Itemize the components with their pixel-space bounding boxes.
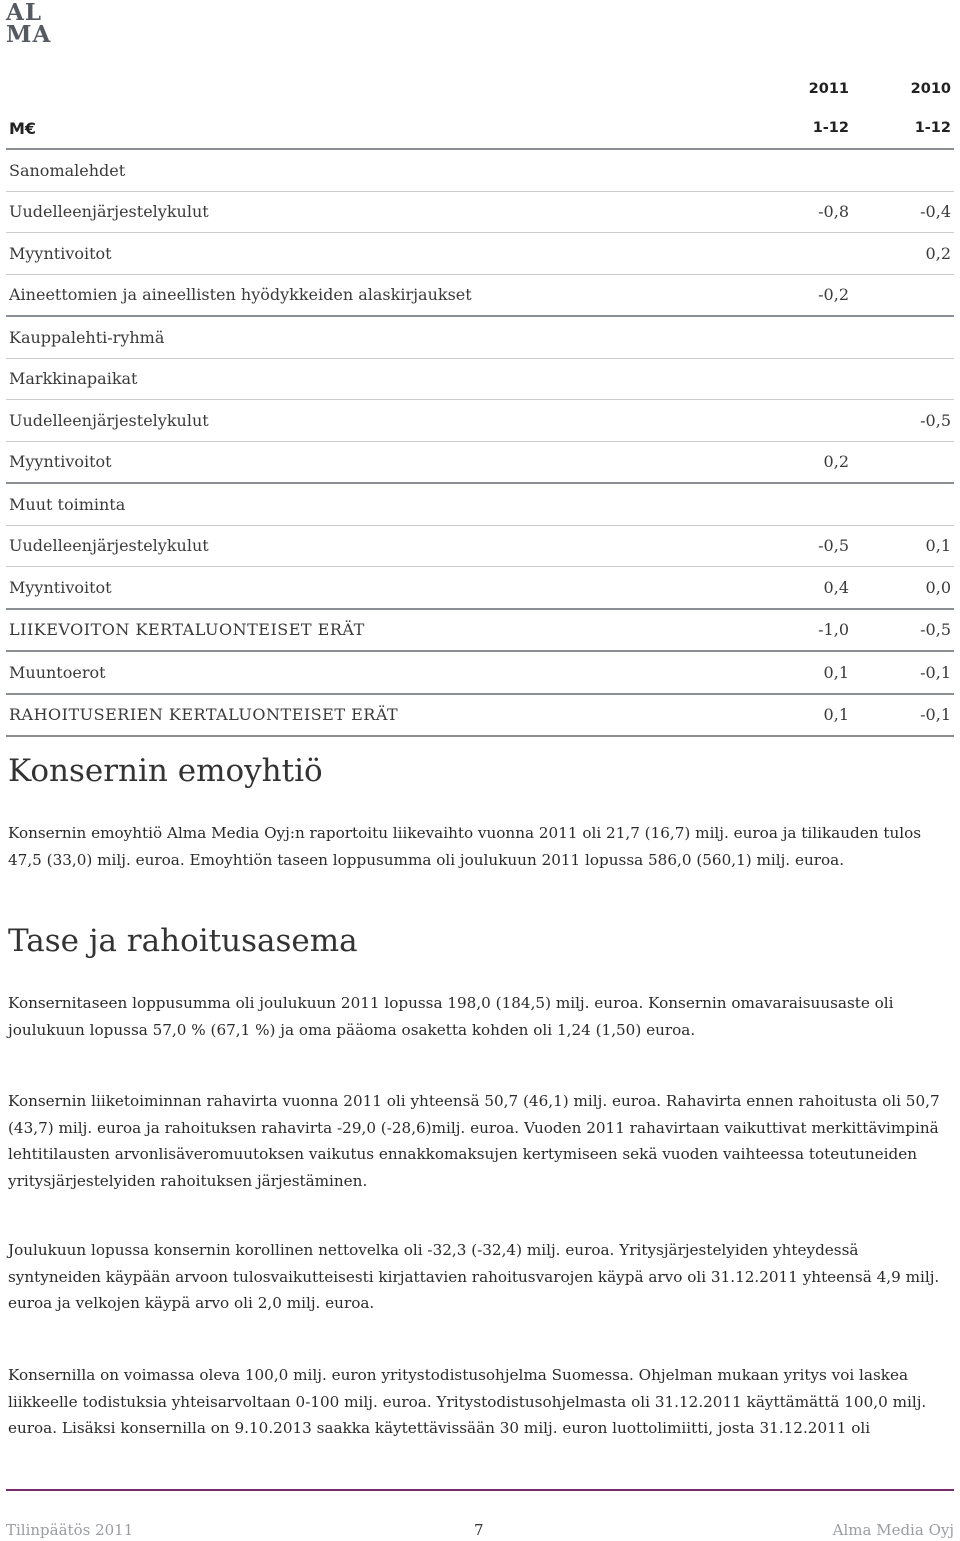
value-2011: 0,4 (750, 567, 852, 609)
row-label: Sanomalehdet (6, 149, 750, 191)
value-2010: -0,5 (852, 400, 954, 442)
table-row (6, 694, 954, 737)
value-2010: -0,1 (852, 694, 954, 737)
value-2011: -1,0 (750, 609, 852, 652)
table-row (6, 274, 954, 316)
value-2010: 0,0 (852, 567, 954, 609)
balance-sheet-heading: Tase ja rahoitusasema (8, 923, 358, 959)
value-2010 (852, 483, 954, 525)
alma-logo (6, 2, 62, 50)
value-2011: 0,1 (750, 651, 852, 694)
row-label: Myyntivoitot (6, 567, 750, 609)
value-2010: -0,5 (852, 609, 954, 652)
footer-divider (6, 1489, 954, 1491)
value-2010: -0,1 (852, 651, 954, 694)
value-2011 (750, 149, 852, 191)
table-row (6, 609, 954, 652)
year-2011-header: 2011 (808, 81, 849, 97)
logo-line-1: AL (6, 0, 43, 26)
balance-paragraph-4: Konsernilla on voimassa oleva 100,0 milj. euron yritystodistusohjelma Suomessa. Ohjelman mukaan yritys voi laskea liikkeelle todistuksia yhteisarvoltaan 0-100 milj. euroa. Yritystodistusohjelmasta oli 31.12.2011 käyttämättä 100,0 milj. euroa. Lisäksi konsernilla on 9.10.2013 saakka käytettävissään 30 milj. euron luottolimiitti, josta 31.12.2011 oli (8, 1366, 927, 1437)
value-2011 (750, 233, 852, 275)
table-row (6, 651, 954, 694)
table-row (6, 525, 954, 567)
unit-label: M€ (6, 108, 750, 149)
table-row (6, 233, 954, 275)
row-label: Myyntivoitot (6, 441, 750, 483)
page-number: 7 (474, 1521, 484, 1539)
value-2010 (852, 274, 954, 316)
value-2010 (852, 149, 954, 191)
value-2011: -0,2 (750, 274, 852, 316)
value-2010: 0,2 (852, 233, 954, 275)
value-2011 (750, 358, 852, 400)
footer-left: Tilinpäätös 2011 (6, 1521, 134, 1539)
value-2010: 0,1 (852, 525, 954, 567)
logo-line-2: MA (6, 21, 52, 48)
nonrecurring-items-table (6, 70, 954, 737)
value-2011: -0,5 (750, 525, 852, 567)
value-2010 (852, 358, 954, 400)
row-label: Myyntivoitot (6, 233, 750, 275)
footer-right: Alma Media Oyj (832, 1521, 954, 1539)
value-2011: 0,2 (750, 441, 852, 483)
table-row (6, 483, 954, 525)
balance-paragraph-1: Konsernitaseen loppusumma oli joulukuun 2011 lopussa 198,0 (184,5) milj. euroa. Konsernin omavaraisuusaste oli joulukuun lopussa 57,0 % (67,1 %) ja oma pääoma osaketta kohden oli 1,24 (1,50) euroa. (8, 994, 894, 1039)
value-2011: -0,8 (750, 191, 852, 233)
row-label: RAHOITUSERIEN KERTALUONTEISET ERÄT (6, 694, 750, 737)
parent-company-heading: Konsernin emoyhtiö (8, 753, 323, 789)
table-row (6, 358, 954, 400)
row-label: Muuntoerot (6, 651, 750, 694)
year-2010-header: 2010 (910, 81, 951, 97)
table-row (6, 191, 954, 233)
table-row (6, 441, 954, 483)
balance-paragraph-3: Joulukuun lopussa konsernin korollinen nettovelka oli -32,3 (-32,4) milj. euroa. Yritysjärjestelyiden yhteydessä syntyneiden käypään arvoon tulosvaikutteisesti kirjattavien rahoitusvarojen käypä arvo oli 31.12.2011 yhteensä 4,9 milj. euroa ja velkojen käypä arvo oli 2,0 milj. euroa. (8, 1241, 940, 1312)
year-header-row (6, 70, 954, 108)
value-2011 (750, 400, 852, 442)
row-label: Kauppalehti-ryhmä (6, 316, 750, 358)
table-row (6, 149, 954, 191)
value-2011 (750, 483, 852, 525)
row-label: Markkinapaikat (6, 358, 750, 400)
value-2010 (852, 441, 954, 483)
period-header-row (6, 108, 954, 149)
row-label: Uudelleenjärjestelykulut (6, 191, 750, 233)
period-2011-header: 1-12 (750, 108, 852, 149)
value-2011: 0,1 (750, 694, 852, 737)
row-label: Aineettomien ja aineellisten hyödykkeiden alaskirjaukset (6, 274, 750, 316)
row-label: Uudelleenjärjestelykulut (6, 400, 750, 442)
row-label: Muut toiminta (6, 483, 750, 525)
value-2010: -0,4 (852, 191, 954, 233)
parent-company-paragraph: Konsernin emoyhtiö Alma Media Oyj:n raportoitu liikevaihto vuonna 2011 oli 21,7 (16,7) milj. euroa ja tilikauden tulos 47,5 (33,0) milj. euroa. Emoyhtiön taseen loppusumma oli joulukuun 2011 lopussa 586,0 (560,1) milj. euroa. (8, 824, 922, 869)
value-2011 (750, 316, 852, 358)
row-label: LIIKEVOITON KERTALUONTEISET ERÄT (6, 609, 750, 652)
row-label: Uudelleenjärjestelykulut (6, 525, 750, 567)
value-2010 (852, 316, 954, 358)
table-row (6, 316, 954, 358)
period-2010-header: 1-12 (852, 108, 954, 149)
table-row (6, 400, 954, 442)
table-row (6, 567, 954, 609)
balance-paragraph-2: Konsernin liiketoiminnan rahavirta vuonna 2011 oli yhteensä 50,7 (46,1) milj. euroa. Rahavirta ennen rahoitusta oli 50,7 (43,7) milj. euroa ja rahoituksen rahavirta -29,0 (-28,6)milj. euroa. Vuoden 2011 rahavirtaan vaikuttivat merkittävimpinä lehtitilausten arvonlisäveromuutoksen vaikutus ennakkomaksujen kertymiseen sekä vuoden vaihteessa toteutuneiden yritysjärjestelyiden rahoituksen järjestäminen. (8, 1092, 940, 1190)
